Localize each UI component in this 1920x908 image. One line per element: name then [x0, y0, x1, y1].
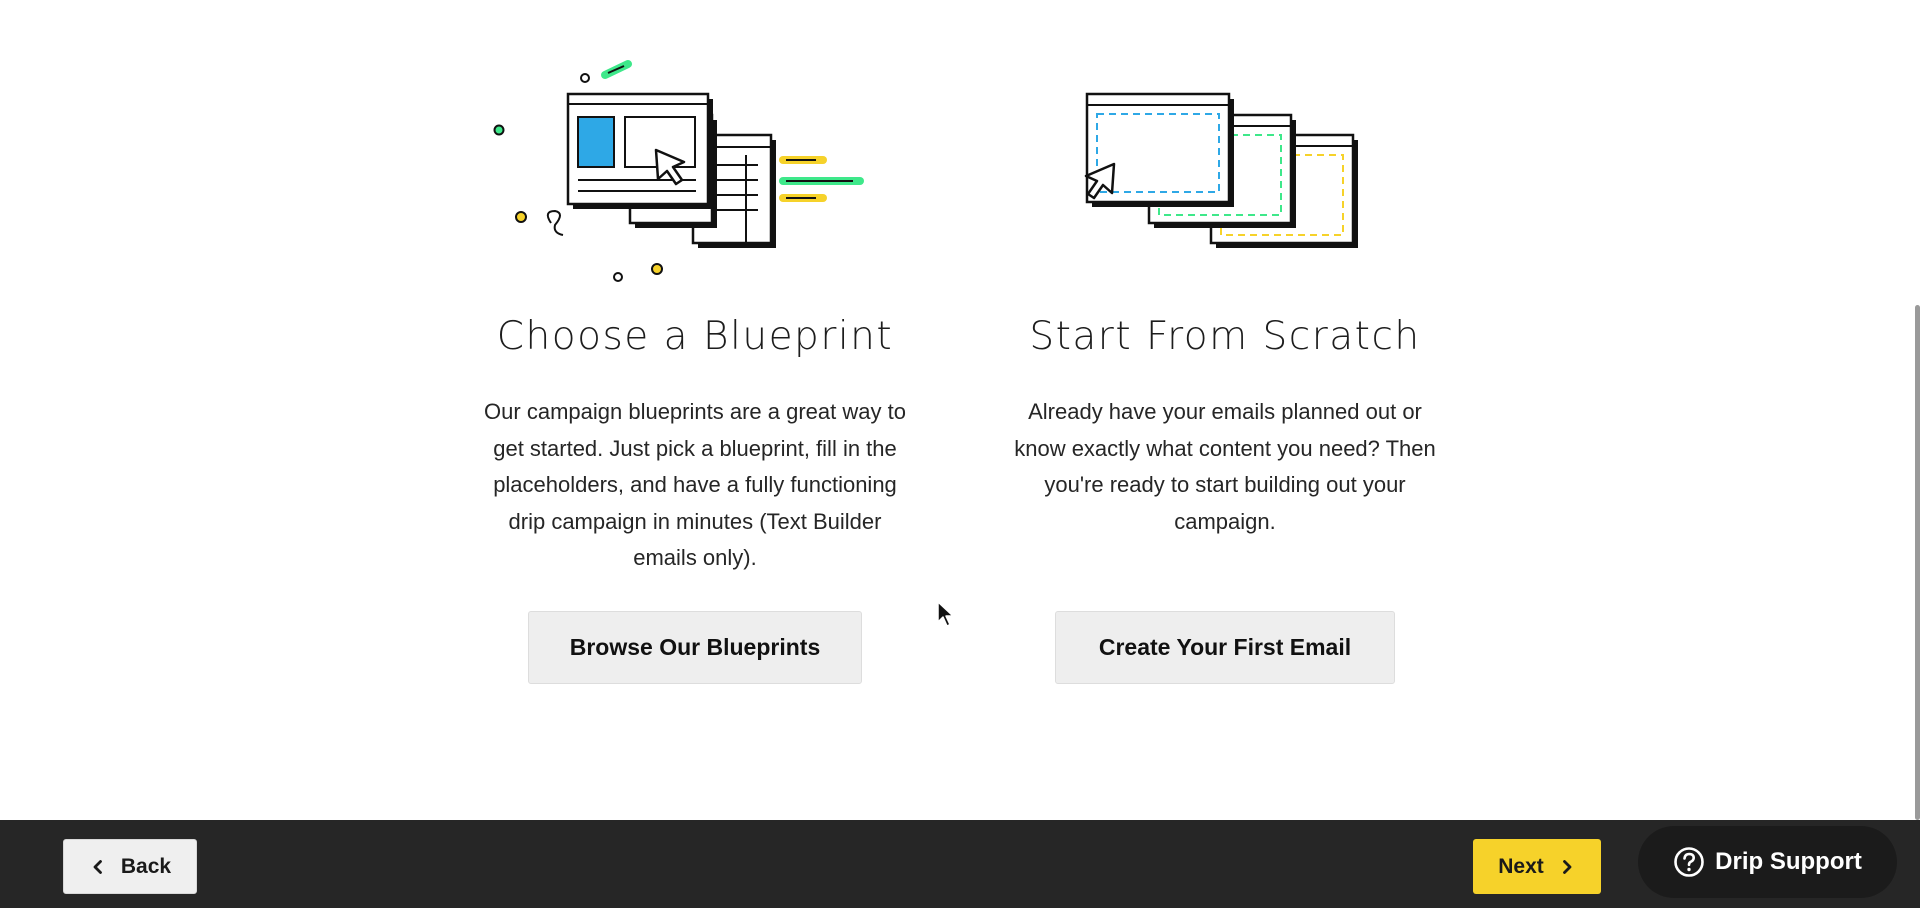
scratch-title: Start From Scratch	[1029, 314, 1421, 359]
blueprint-title: Choose a Blueprint	[496, 314, 894, 359]
chevron-right-icon	[1558, 858, 1576, 876]
blueprint-description: Our campaign blueprints are a great way to get started. Just pick a blueprint, fill in the placeholders, and have a fully functioning drip campaign in minutes (Text Builder emails only).	[484, 399, 906, 570]
scrollbar-thumb[interactable]	[1915, 305, 1920, 820]
question-circle-icon	[1673, 846, 1705, 878]
create-first-email-button[interactable]: Create Your First Email	[1055, 611, 1395, 684]
blueprint-windows-illustration	[488, 55, 888, 290]
page-scrollbar[interactable]	[1914, 0, 1920, 820]
browse-blueprints-button[interactable]: Browse Our Blueprints	[528, 611, 862, 684]
next-label: Next	[1498, 854, 1544, 878]
drip-support-button[interactable]	[1638, 826, 1897, 898]
back-label: Back	[120, 854, 172, 878]
back-button[interactable]	[63, 839, 197, 894]
scratch-windows-illustration	[1078, 92, 1368, 262]
drip-support-label: Drip Support	[1715, 848, 1862, 875]
chevron-left-icon	[89, 858, 107, 876]
next-button[interactable]	[1473, 839, 1601, 894]
footer-bar	[0, 820, 1920, 908]
scratch-description: Already have your emails planned out or know exactly what content you need? Then you're ready to start building out your campaign.	[1014, 399, 1436, 534]
mouse-cursor-icon	[936, 600, 954, 628]
